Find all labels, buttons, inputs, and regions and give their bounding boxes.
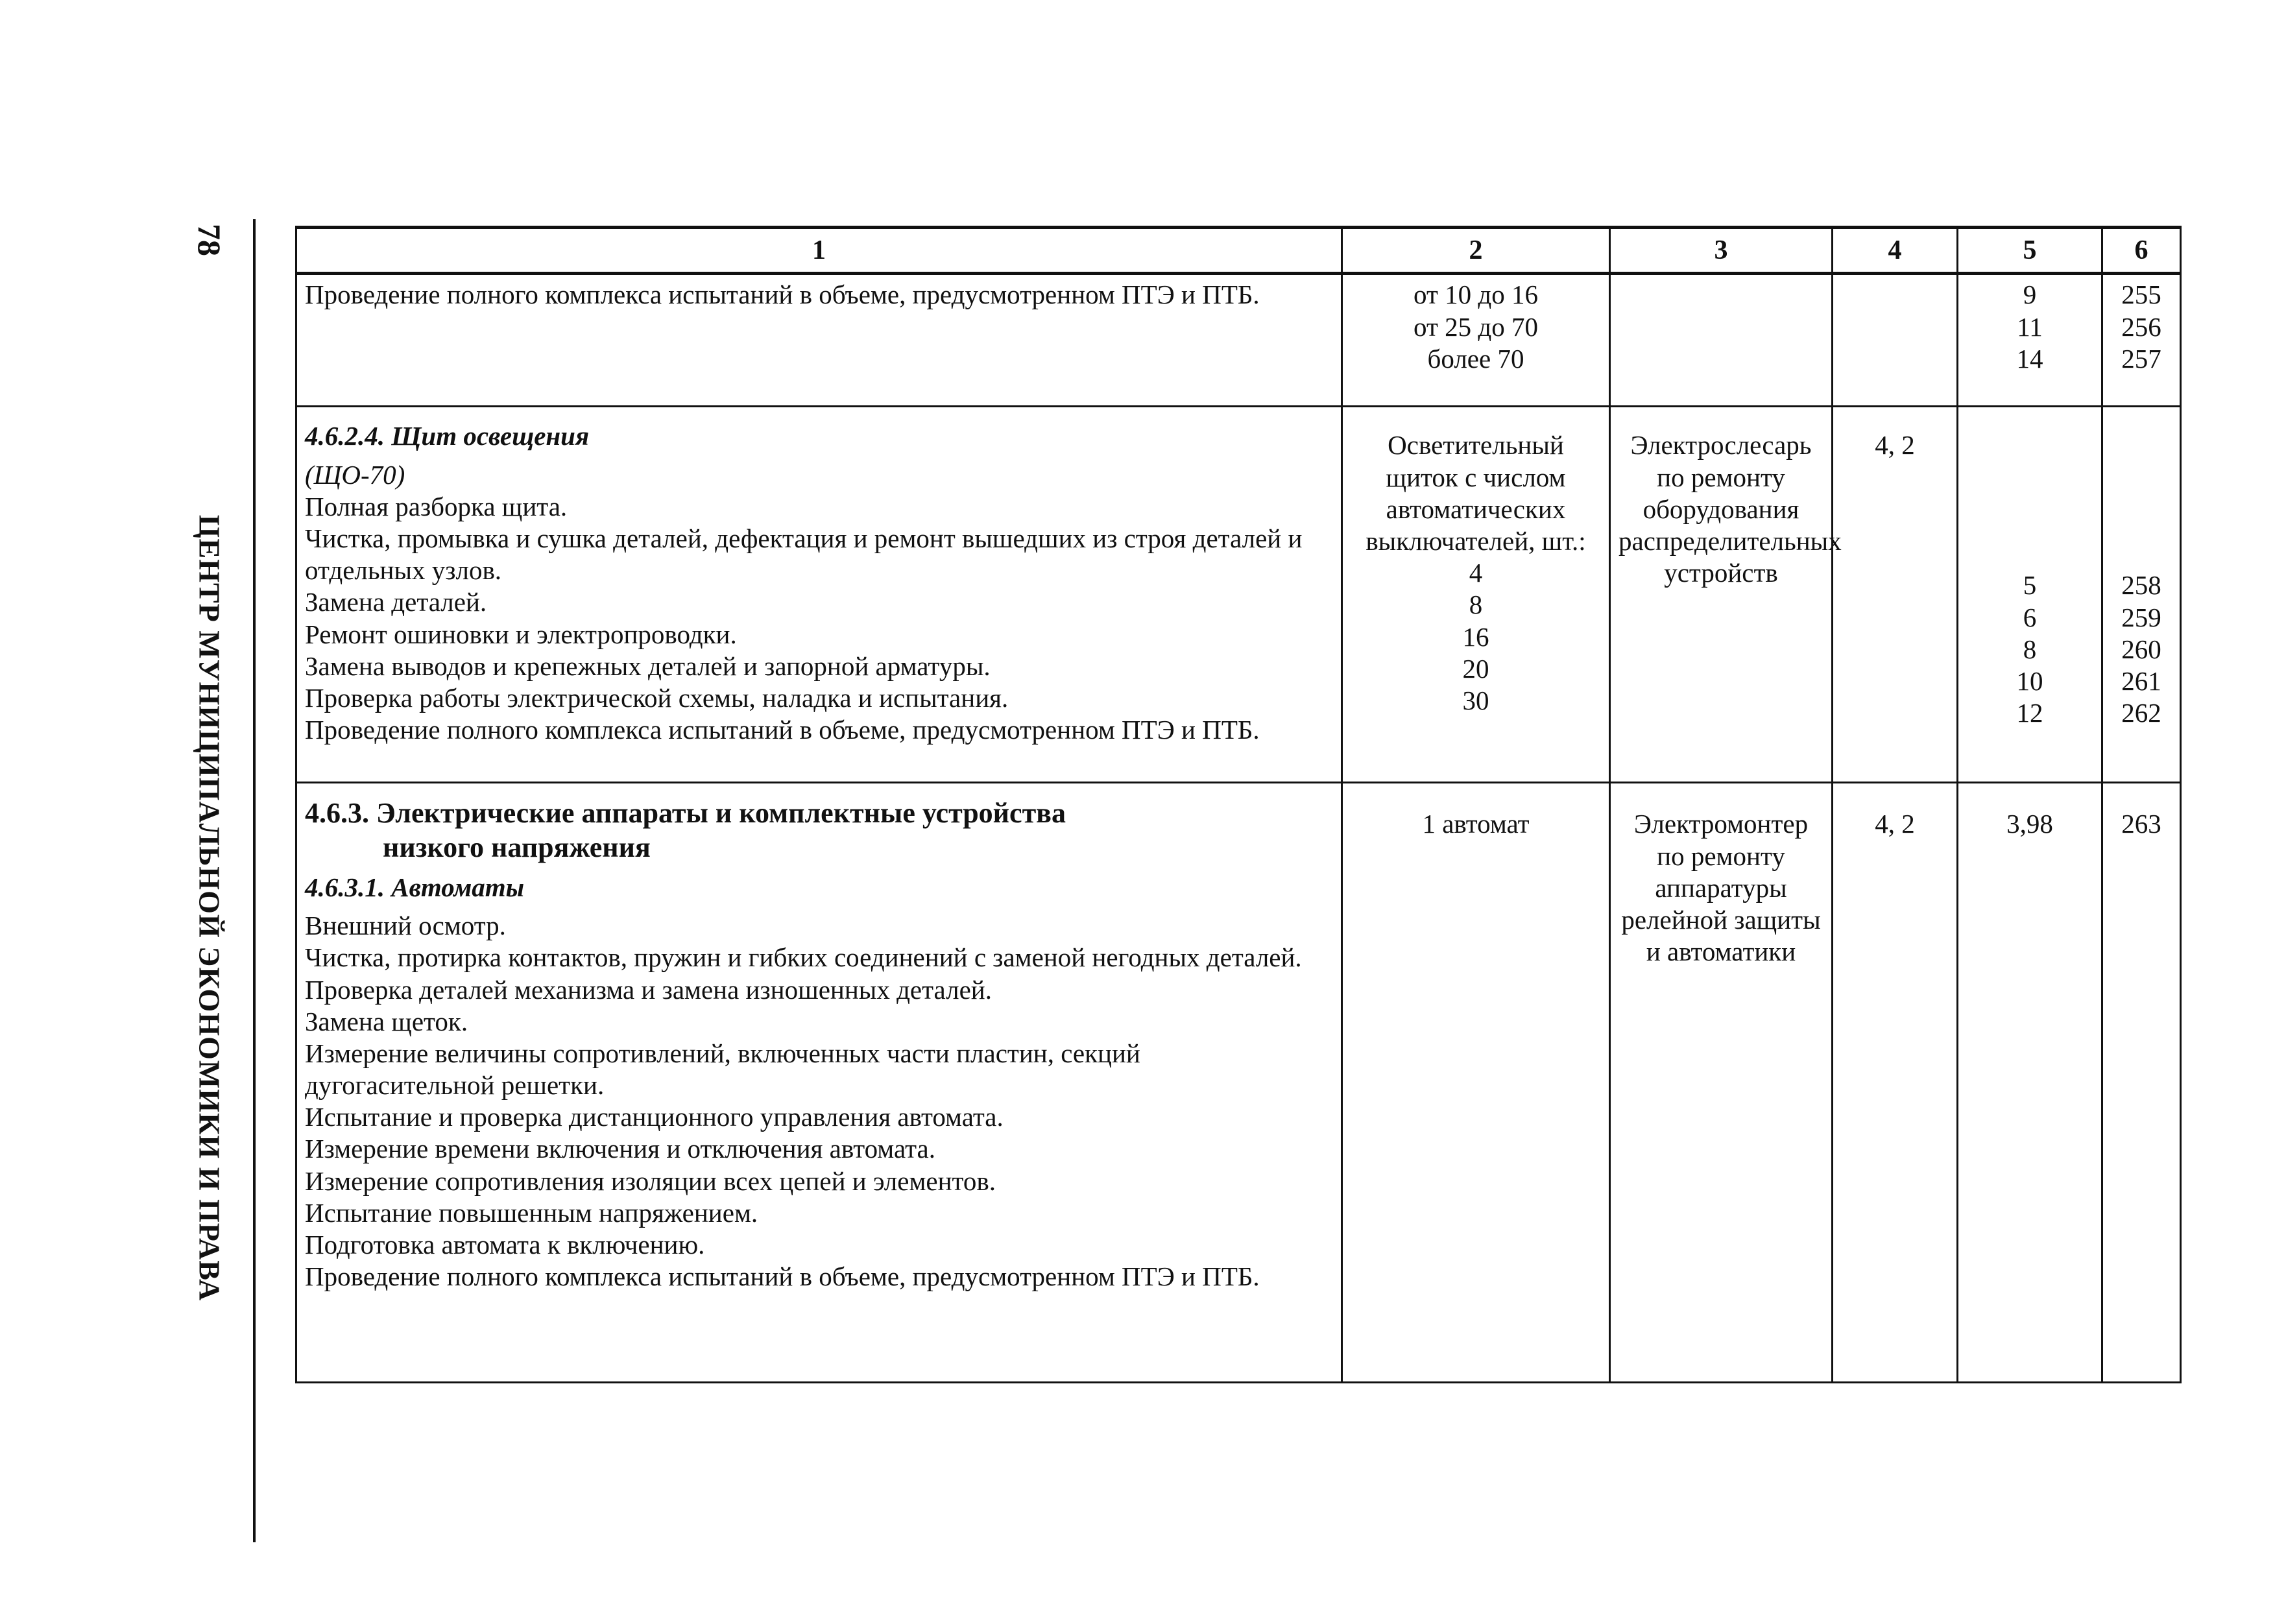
column-header: 1 — [296, 228, 1342, 274]
qualification: 4, 2 — [1833, 783, 1958, 1383]
table-header-row — [296, 228, 2181, 274]
section-title-continued: низкого напряжения — [383, 831, 651, 864]
work-description: 4.6.2.4. Щит освещения (ЩО-70) Полная разборка щита. Чистка, промывка и сушка деталей, дефектация и ремонт вышедших из строя деталей и отдельных узлов. Замена деталей. Ремонт ошиновки и электропроводки. Замена выводов и крепежных деталей и запорной арматуры. Проверка работы электрической схемы, наладка и испытания. Проведение полного комплекса испытаний в объеме, предусмотренном ПТЭ и ПТБ. — [296, 407, 1342, 783]
performer: Электромонтер по ремонту аппаратуры релейной защиты и автоматики — [1610, 783, 1833, 1383]
column-header: 3 — [1610, 228, 1833, 274]
qualification: 4, 2 — [1833, 407, 1958, 783]
work-description: Проведение полного комплекса испытаний в объеме, предусмотренном ПТЭ и ПТБ. — [296, 274, 1342, 407]
norm-number: 258 259 260 261 262 — [2102, 407, 2181, 783]
column-header: 4 — [1833, 228, 1958, 274]
work-norms-table — [295, 226, 2182, 1383]
table-row — [296, 407, 2181, 783]
margin-rule — [253, 219, 256, 1542]
section-heading: 4.6.2.4. Щит освещения — [305, 421, 590, 451]
organization-name: ЦЕНТР МУНИЦИПАЛЬНОЙ ЭКОНОМИКИ И ПРАВА — [193, 514, 226, 1302]
labor-norm: 5 6 8 10 12 — [1958, 407, 2102, 783]
section-heading: 4.6.3.1. Автоматы — [305, 872, 525, 902]
table-row — [296, 783, 2181, 1383]
norm-number: 263 — [2102, 783, 2181, 1383]
column-header: 2 — [1342, 228, 1610, 274]
section-title: 4.6.3. Электрические аппараты и комплектные устройства — [305, 797, 1066, 830]
norm-number: 255 256 257 — [2102, 274, 2181, 407]
unit-of-measure: 1 автомат — [1342, 783, 1610, 1383]
side-header — [167, 214, 252, 1544]
labor-norm: 9 11 14 — [1958, 274, 2102, 407]
unit-of-measure: от 10 до 16 от 25 до 70 более 70 — [1342, 274, 1610, 407]
page-number: 78 — [191, 224, 228, 256]
performer: Электрослесарь по ремонту оборудования распределительных устройств — [1610, 407, 1833, 783]
column-header: 5 — [1958, 228, 2102, 274]
column-header: 6 — [2102, 228, 2181, 274]
table-row — [296, 274, 2181, 407]
qualification — [1833, 274, 1958, 407]
performer — [1610, 274, 1833, 407]
work-description: 4.6.3. Электрические аппараты и комплектные устройства низкого напряжения 4.6.3.1. Автоматы Внешний осмотр. Чистка, протирка контактов, пружин и гибких соединений с заменой негодных деталей. Проверка деталей механизма и замена изношенных деталей. Замена щеток. Измерение величины сопротивлений, включенных части пластин, секций дугогасительной решетки. Испытание и проверка дистанционного управления автомата. Измерение времени включения и отключения автомата. Измерение сопротивления изоляции всех цепей и элементов. Испытание повышенным напряжением. Подготовка автомата к включению. Проведение полного комплекса испытаний в объеме, предусмотренном ПТЭ и ПТБ. — [296, 783, 1342, 1383]
unit-of-measure: Осветительный щиток с числом автоматических выключателей, шт.: 4 8 16 20 30 — [1342, 407, 1610, 783]
section-subheading: (ЩО-70) — [305, 459, 405, 490]
labor-norm: 3,98 — [1958, 783, 2102, 1383]
